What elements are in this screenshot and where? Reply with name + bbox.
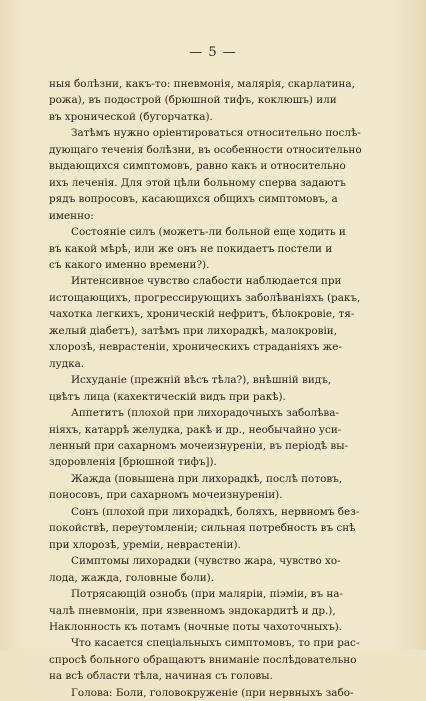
text-line: дующаго теченія болѣзни, въ особенности относительно — [49, 143, 362, 156]
text-line: Голова: Боли, головокруженіе (при нервныхъ забо- — [71, 686, 354, 699]
text-line: Интенсивное чувство слабости наблюдается при — [71, 275, 342, 288]
text-line: Потрясающій ознобъ (при маляріи, піэміи, въ на- — [71, 588, 344, 601]
text-line: ныя болѣзни, какъ-то: пневмонія, малярія, скарлатина, — [49, 78, 355, 90]
text-line: при хлорозѣ, уреміи, неврастеніи). — [49, 538, 241, 551]
text-line: на всѣ области тѣла, начиная съ головы. — [49, 670, 273, 683]
text-line: Состояніе силъ (можетъ-ли больной еще ходить и — [71, 226, 346, 239]
text-line: Сонъ (плохой при лихорадкѣ, боляхъ, нервномъ без- — [71, 505, 360, 518]
body-text — [49, 76, 385, 701]
text-line: лудка. — [49, 357, 85, 370]
paragraph — [49, 537, 385, 553]
text-line: поносовъ, при сахарномъ мочеизнуреніи). — [49, 489, 283, 502]
text-line: въ хронической (бугорчатка). — [49, 110, 213, 123]
paragraph — [49, 208, 385, 224]
text-line: истощающихъ, прогрессирующихъ заболѣваніяхъ (ракъ, — [49, 291, 361, 304]
paragraph — [49, 422, 385, 438]
page-number: — 5 — — [189, 45, 237, 60]
paragraph — [49, 175, 385, 191]
paragraph — [49, 471, 385, 487]
text-line: чалѣ пневмоніи, при язвенномъ эндокардитѣ и др.), — [49, 604, 336, 617]
paragraph — [49, 290, 385, 306]
text-line: именно: — [49, 209, 94, 222]
paragraph — [49, 92, 385, 108]
text-line: съ какого именно времени?). — [49, 258, 210, 271]
paragraph — [49, 487, 385, 503]
text-line: Что касается спеціальныхъ симптомовъ, то при рас- — [71, 637, 360, 650]
paragraph — [49, 603, 385, 619]
text-line: Исхуданіе (прежній вѣсъ тѣла?), внѣшній видъ, — [71, 374, 332, 387]
paragraph — [49, 438, 385, 454]
text-line: Наклонность къ потамъ (ночные поты чахоточныхъ). — [49, 620, 343, 633]
text-line: лода, жажда, головные боли). — [49, 571, 215, 584]
paragraph — [49, 257, 385, 273]
paragraph — [49, 372, 385, 388]
text-line: желый діабетъ), затѣмъ при лихорадкѣ, малокровіи, — [49, 324, 338, 337]
text-line: покойствѣ, переутомленіи; сильная потребность въ снѣ — [49, 522, 356, 535]
paragraph — [49, 142, 385, 158]
paragraph — [49, 273, 385, 289]
paragraph — [49, 619, 385, 635]
paragraph — [49, 652, 385, 668]
paragraph — [49, 685, 385, 701]
text-line: Жажда (повышена при лихорадкѣ, послѣ потовъ, — [71, 472, 343, 485]
text-line: рядъ вопросовъ, касающихся общихъ симптомовъ, а — [49, 193, 338, 206]
paragraph — [49, 125, 385, 141]
paragraph — [49, 241, 385, 257]
paragraph — [49, 323, 385, 339]
paragraph — [49, 454, 385, 470]
paragraph — [49, 306, 385, 322]
paragraph — [49, 109, 385, 125]
paragraph — [49, 586, 385, 602]
paragraph — [49, 504, 385, 520]
paragraph — [49, 570, 385, 586]
text-line: Симптомы лихорадки (чувство жара, чувство хо- — [71, 555, 341, 568]
text-line: спросѣ больного обращаютъ вниманіе послѣдовательно — [49, 653, 357, 666]
paragraph — [49, 339, 385, 355]
paragraph — [49, 76, 385, 92]
paragraph — [49, 405, 385, 421]
paragraph — [49, 191, 385, 207]
paragraph — [49, 224, 385, 240]
text-line: ленный при сахарномъ мочеизнуреніи, въ періодѣ вы- — [49, 439, 349, 452]
paragraph — [49, 668, 385, 684]
text-line: чахотка легкихъ, хроническій нефритъ, бѣлокровіе, тя- — [49, 308, 355, 321]
paragraph — [49, 356, 385, 372]
text-line: Аппетитъ (плохой при лихорадочныхъ заболѣва- — [71, 407, 339, 420]
paragraph — [49, 553, 385, 569]
paragraph — [49, 520, 385, 536]
text-line: выдающихся симптомовъ, равно какъ и относительно — [49, 160, 346, 173]
paragraph — [49, 635, 385, 651]
text-line: рожа), въ подострой (брюшной тифъ, коклюшъ) или — [49, 94, 337, 107]
text-line: здоровленія [брюшной тифъ]). — [49, 456, 217, 469]
text-line: ихъ леченія. Для этой цѣли больному сперва задаютъ — [49, 176, 346, 189]
text-line: Затѣмъ нужно оріентироваться относительно послѣ- — [71, 127, 361, 140]
text-line: ніяхъ, катаррѣ желудка, ракѣ и др., необычайно уси- — [49, 423, 342, 436]
text-line: въ какой мѣрѣ, или же онъ не покидаетъ постели и — [49, 242, 333, 255]
paragraph — [49, 158, 385, 174]
text-line: хлорозѣ, неврастеніи, хроническихъ страданіяхъ же- — [49, 341, 342, 354]
text-line: цвѣтъ лица (кахектическій видъ при ракѣ). — [49, 390, 286, 403]
paragraph — [49, 389, 385, 405]
